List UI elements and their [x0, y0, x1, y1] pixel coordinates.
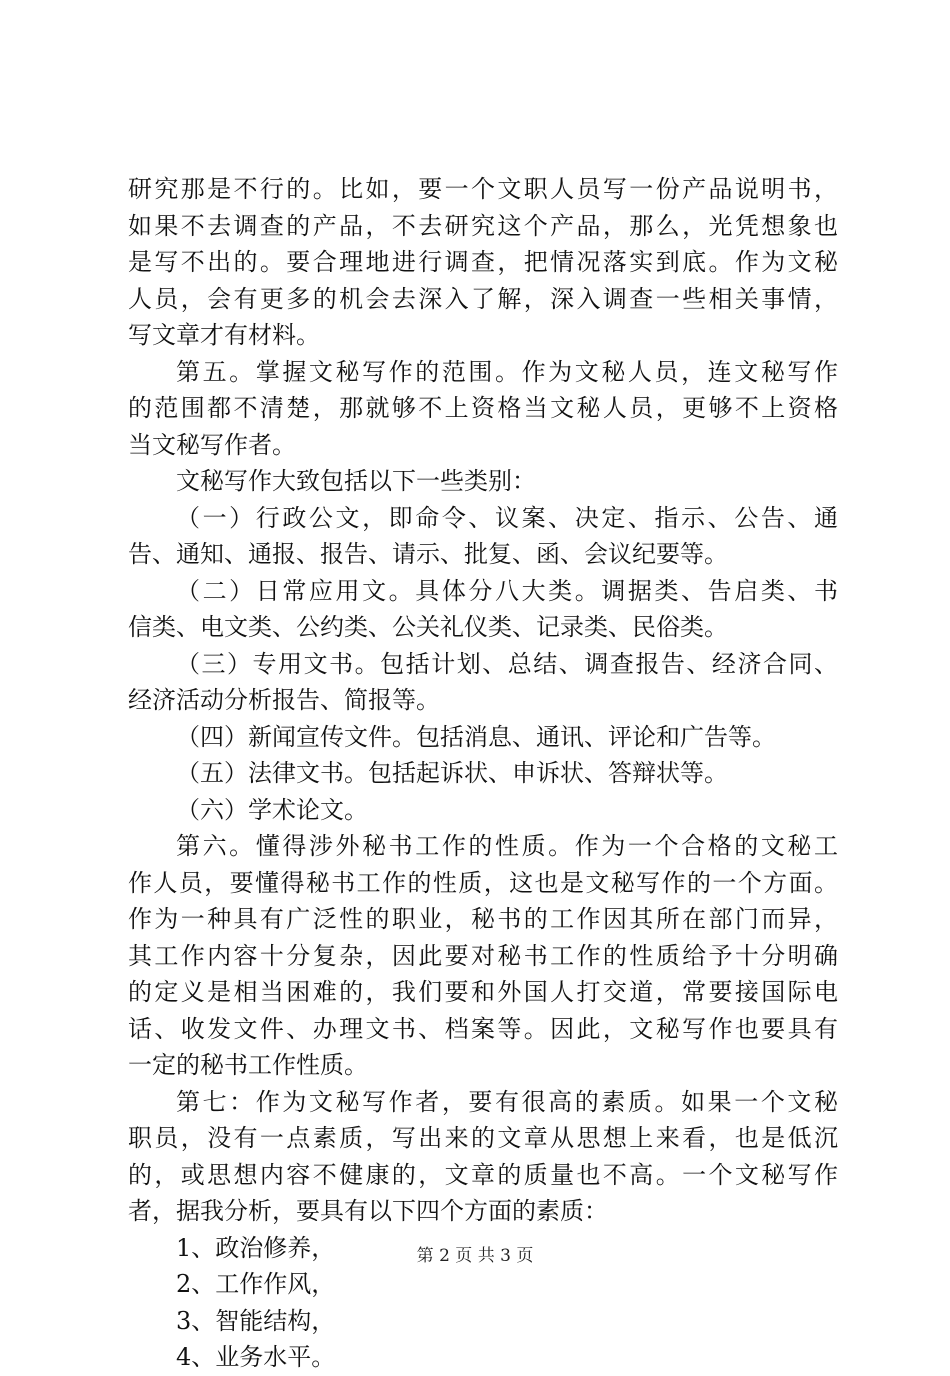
text-line: 的范围都不清楚，那就够不上资格当文秘人员，更够不上资格: [128, 394, 838, 422]
text-line: 作人员，要懂得秘书工作的性质，这也是文秘写作的一个方面。: [128, 868, 838, 897]
text-line: 作为一种具有广泛性的职业，秘书的工作因其所在部门而异，: [128, 905, 838, 933]
text-line: 经济活动分析报告、简报等。: [128, 686, 440, 714]
page-footer: 第 2 页 共 3 页: [416, 1246, 534, 1266]
text-line: 的，或思想内容不健康的，文章的质量也不高。一个文秘写作: [128, 1160, 838, 1189]
text-line: 研究那是不行的。比如，要一个文职人员写一份产品说明书，: [128, 175, 838, 203]
text-line: 人员，会有更多的机会去深入了解，深入调查一些相关事情，: [128, 284, 838, 313]
text-line: （三）专用文书。包括计划、总结、调查报告、经济合同、: [176, 649, 838, 678]
text-line: 话、收发文件、办理文书、档案等。因此，文秘写作也要具有: [128, 1014, 838, 1043]
document-body: [128, 171, 838, 1376]
text-line: 第五。掌握文秘写作的范围。作为文秘人员，连文秘写作: [176, 357, 838, 386]
text-line: 写文章才有材料。: [128, 321, 320, 349]
text-line: 一定的秘书工作性质。: [128, 1051, 368, 1079]
text-line: 当文秘写作者。: [128, 430, 296, 459]
text-line: 如果不去调查的产品，不去研究这个产品，那么，光凭想象也: [128, 211, 838, 240]
text-line: 1、政治修养，: [176, 1233, 336, 1262]
text-line: （六）学术论文。: [176, 795, 368, 824]
text-line: （五）法律文书。包括起诉状、申诉状、答辩状等。: [176, 759, 728, 787]
text-line: 职员，没有一点素质，写出来的文章从思想上来看，也是低沉: [128, 1124, 838, 1152]
text-line: 者，据我分析，要具有以下四个方面的素质：: [128, 1197, 608, 1225]
text-line: 是写不出的。要合理地进行调查，把情况落实到底。作为文秘: [128, 248, 838, 276]
text-line: 告、通知、通报、报告、请示、批复、函、会议纪要等。: [128, 540, 728, 568]
text-line: （四）新闻宣传文件。包括消息、通讯、评论和广告等。: [176, 722, 776, 751]
text-line: 第七：作为文秘写作者，要有很高的素质。如果一个文秘: [176, 1087, 838, 1116]
text-line: 文秘写作大致包括以下一些类别：: [176, 467, 536, 495]
text-line: 第六。懂得涉外秘书工作的性质。作为一个合格的文秘工: [176, 832, 838, 860]
text-line: 信类、电文类、公约类、公关礼仪类、记录类、民俗类。: [128, 613, 728, 641]
text-line: 的定义是相当困难的，我们要和外国人打交道，常要接国际电: [128, 978, 838, 1006]
text-line: （一）行政公文，即命令、议案、决定、指示、公告、通: [176, 503, 838, 532]
text-line: 其工作内容十分复杂，因此要对秘书工作的性质给予十分明确: [128, 941, 838, 970]
text-line: 2、工作作风，: [176, 1270, 336, 1298]
text-line: 3、智能结构，: [176, 1306, 336, 1335]
text-line: （二）日常应用文。具体分八大类。调据类、告启类、书: [176, 576, 838, 605]
text-line: 4、业务水平。: [176, 1343, 336, 1371]
